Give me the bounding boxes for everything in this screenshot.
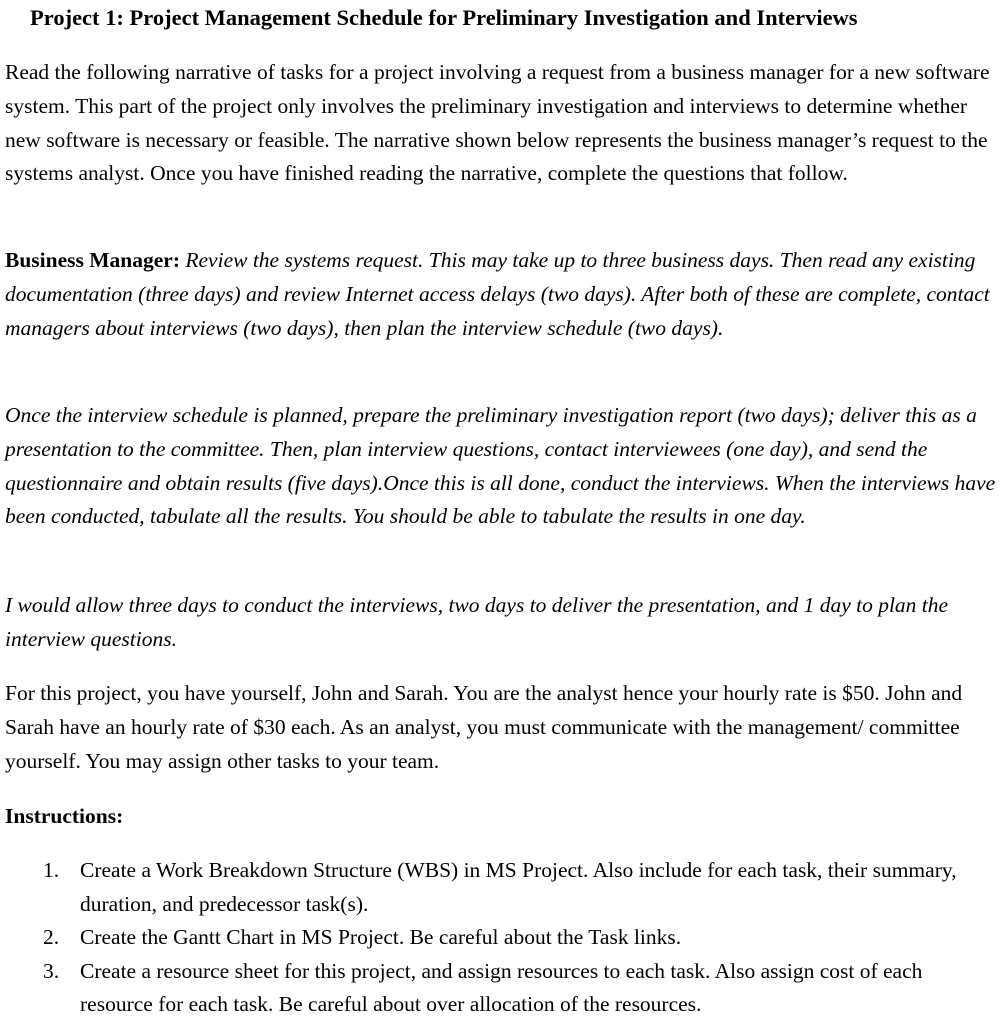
document-title: Project 1: Project Management Schedule for Preliminary Investigation and Interviews	[30, 5, 858, 30]
manager-paragraph-2	[5, 399, 1000, 534]
instruction-text: Create the Gantt Chart in MS Project. Be careful about the Task links.	[80, 925, 682, 949]
instruction-number: 1.	[43, 858, 60, 882]
resources-paragraph: For this project, you have yourself, John and Sarah. You are the analyst hence your hourly rate is $50. John and Sarah have an hourly rate of $30 each. As an analyst, you must communicate with the management/ committee yourself. You may assign other tasks to your team.	[5, 681, 963, 773]
instruction-item	[0, 955, 1000, 1022]
instruction-item	[0, 854, 1000, 921]
manager-text-2: Once the interview schedule is planned, prepare the preliminary investigation report (two days); deliver this as a presentation to the committee. Then, plan interview questions, contact interviewees (one day), and send the questionnaire and obtain results (five days).Once this is all done, conduct the interviews. When the interviews have been conducted, tabulate all the results. You should be able to tabulate the results in one day.	[5, 403, 996, 529]
instruction-item	[0, 921, 1000, 955]
intro-paragraph: Read the following narrative of tasks for a project involving a request from a business manager for a new software system. This part of the project only involves the preliminary investigation and interviews to determine whether new software is necessary or feasible. The narrative shown below represents the business manager’s request to the systems analyst. Once you have finished reading the narrative, complete the questions that follow.	[5, 60, 990, 186]
instruction-text: Create a resource sheet for this project, and assign resources to each task. Also assign cost of each resource for each task. Be careful about over allocation of the resources.	[80, 958, 923, 1016]
manager-paragraph-3	[5, 589, 1000, 657]
manager-paragraph-1	[5, 244, 1000, 345]
manager-text-1: Review the systems request. This may take up to three business days. Then read any existing documentation (three days) and review Internet access delays (two days). After both of these are complete, contact managers about interviews (two days), then plan the interview schedule (two days).	[5, 248, 990, 340]
instruction-number: 2.	[43, 925, 60, 949]
instructions-heading: Instructions:	[5, 804, 124, 828]
instructions-list	[0, 854, 1000, 1022]
instruction-number: 3.	[43, 958, 60, 983]
instruction-text: Create a Work Breakdown Structure (WBS) in MS Project. Also include for each task, their summary, duration, and predecessor task(s).	[80, 858, 957, 916]
manager-text-3: I would allow three days to conduct the interviews, two days to deliver the presentation, and 1 day to plan the interview questions.	[5, 593, 949, 651]
manager-label: Business Manager:	[5, 248, 180, 272]
